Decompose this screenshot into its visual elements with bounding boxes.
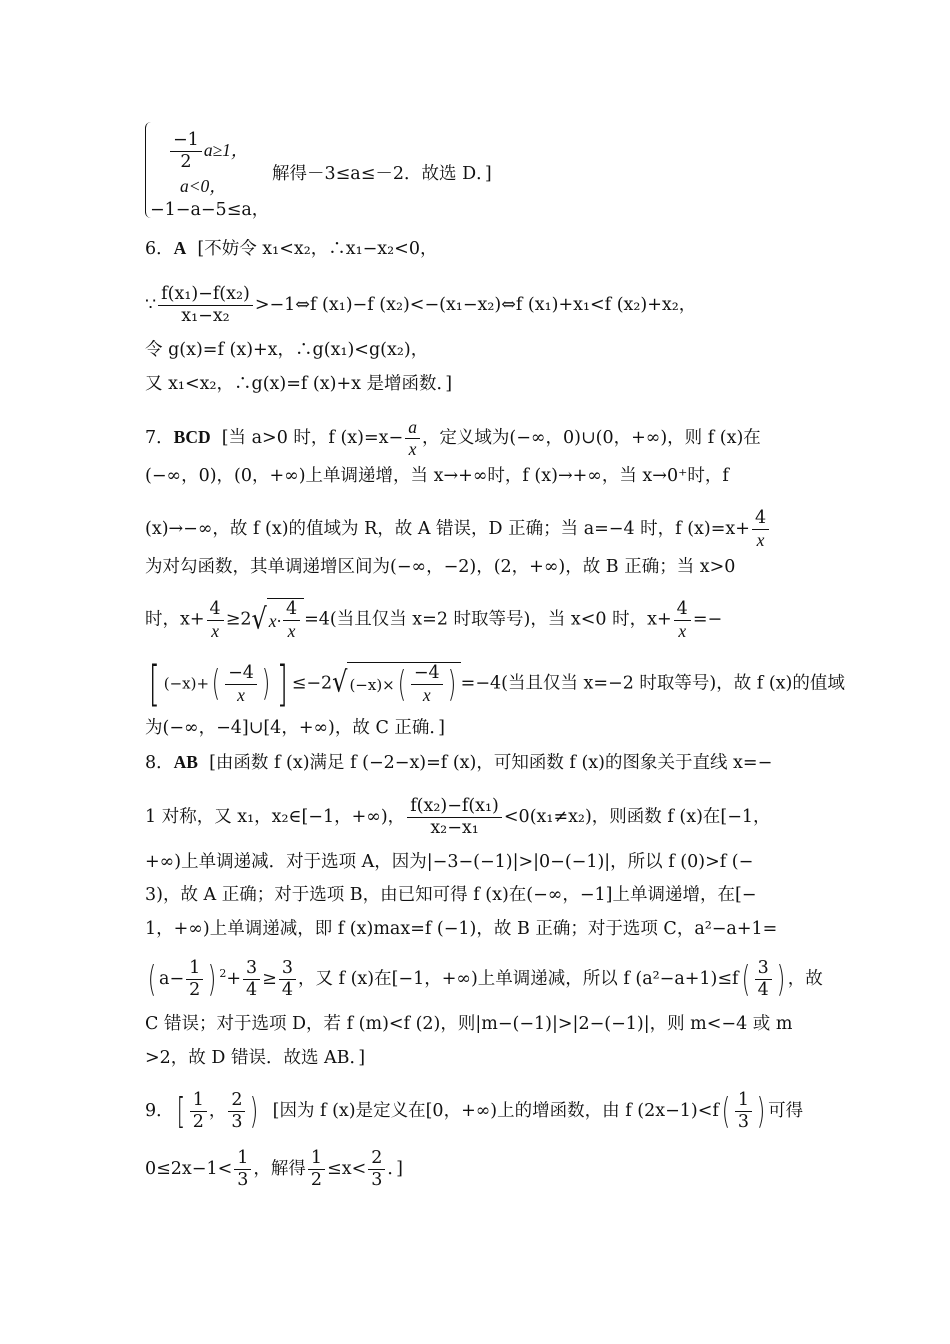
q8-line-5: 1，+∞)上单调递减，即 f (x)max=f (−1)，故 B 正确；对于选项 C，a²−a+1= — [145, 919, 778, 939]
q7-line-6: [ (−x)+( $\frac{-4}{x}$ ) ] ≤−2√ (−x)× ( $\frac{-4}{x}$ ) =−4(当且仅当 x=−2 时取等号)，故 f (x)的值域 — [148, 656, 845, 712]
fraction: $\frac{1}{2}$ — [190, 1090, 207, 1133]
q8-line-1: 8．AB [由函数 f (x)满足 f (−2−x)=f (x)，可知函数 f (x)的图象关于直线 x=− — [145, 752, 773, 773]
fraction: $\frac{\text{f(x₂)−f(x₁)}}{\text{x₂−x₁}}$ — [407, 796, 502, 839]
fraction: $\frac{1}{2}$ — [308, 1148, 325, 1191]
q8-line-2: 1 对称，又 x₁，x₂∈[−1，+∞)， $\frac{\text{f(x₂)−f(x₁)}}{\text{x₂−x₁}}$ <0(x₁≠x₂)，则函数 f (x)在[−1， — [145, 796, 771, 838]
system-conclusion: 解得－3≤a≤－2．故选 D．] — [272, 164, 492, 184]
q7-answer: BCD — [173, 427, 211, 447]
q8-line-4: 3)，故 A 正确；对于选项 B，由已知可得 f (x)在(−∞，−1]上单调递增，在[− — [145, 885, 757, 905]
q8-answer: AB — [173, 752, 198, 772]
q6-line-2: ∵ $\frac{\text{f(x₁)−f(x₂)}}{\text{x₁−x₂}}$ >−1⇔f (x₁)−f (x₂)<−(x₁−x₂)⇔f (x₁)+x₁<f (x₂)+x₂， — [145, 284, 697, 326]
q9-line-1: 9．[ $\frac{1}{2}$ ， $\frac{2}{3}$ ) [因为 f (x)是定义在[0，+∞)上的增函数，由 f (2x−1)<f( $\frac{1}{3}$ ) 可得 — [145, 1090, 804, 1132]
q6-line-4: 又 x₁<x₂，∴g(x)=f (x)+x 是增函数．] — [145, 374, 453, 394]
square-root: √ x· $\frac{4}{x}$ — [252, 598, 305, 642]
fraction: $\frac{3}{4}$ — [279, 958, 296, 1001]
q8-line-8: >2，故 D 错误．故选 AB．] — [145, 1048, 366, 1068]
q8-line-6: ( a− $\frac{1}{2}$ ) $^2$+ $\frac{3}{4}$ ≥ $\frac{3}{4}$ ，又 f (x)在[−1，+∞)上单调递减，所以 f (a²−a+1)≤f( $\frac{3}{4}$ ) ，故 — [147, 958, 823, 1000]
system-row-1: $\frac{-1}{2}$ a≥1， — [168, 130, 833, 173]
fraction: $\frac{1}{2}$ — [186, 958, 203, 1001]
fraction: $\frac{\text{f(x₁)−f(x₂)}}{\text{x₁−x₂}}$ — [158, 284, 253, 327]
fraction: $\frac{4}{x}$ — [752, 508, 769, 551]
fraction: $\frac{2}{3}$ — [368, 1148, 385, 1191]
q6-number: 6． — [145, 239, 174, 259]
q7-line-1: 7．BCD [当 a>0 时，f (x)=x− $\frac{a}{x}$ ，定义域为(−∞，0)∪(0，+∞)，则 f (x)在 — [145, 417, 761, 459]
fraction: $\frac{a}{x}$ — [405, 417, 420, 460]
q7-line-2: (−∞，0)，(0，+∞)上单调递增，当 x→+∞时，f (x)→+∞，当 x→0⁺时，f — [145, 466, 729, 486]
fraction: $\frac{4}{x}$ — [207, 599, 224, 642]
q6-line-1: 6．A [不妨令 x₁<x₂，∴x₁−x₂<0， — [145, 238, 438, 259]
q8-line-3: +∞)上单调递减．对于选项 A，因为|−3−(−1)|>|0−(−1)|，所以 f (0)>f (− — [145, 852, 754, 872]
fraction: $\frac{2}{3}$ — [228, 1090, 245, 1133]
q7-line-5: 时，x+ $\frac{4}{x}$ ≥2√ x· $\frac{4}{x}$ =4(当且仅当 x=2 时取等号)，当 x<0 时，x+ $\frac{4}{x}$ =− — [145, 598, 723, 641]
fraction: $\frac{-1}{2}$ — [170, 130, 202, 173]
q7-line-7: 为(−∞，−4]∪[4，+∞)，故 C 正确．] — [145, 718, 445, 738]
q7-line-3: (x)→−∞，故 f (x)的值域为 R，故 A 错误，D 正确；当 a=−4 时，f (x)=x+ $\frac{4}{x}$ — [145, 508, 810, 551]
q9-line-2: 0≤2x−1< $\frac{1}{3}$ ，解得 $\frac{1}{2}$ ≤x< $\frac{2}{3}$ ．] — [145, 1148, 403, 1190]
q8-line-7: C 错误；对于选项 D，若 f (m)<f (2)，则|m−(−1)|>|2−(−1)|，则 m<−4 或 m — [145, 1014, 793, 1034]
fraction: $\frac{1}{3}$ — [735, 1090, 752, 1133]
system-row-3: −1−a−5≤a， — [150, 200, 270, 220]
fraction: $\frac{1}{3}$ — [234, 1148, 251, 1191]
q7-line-4: 为对勾函数，其单调递增区间为(−∞，−2)，(2，+∞)，故 B 正确；当 x>0 — [145, 557, 736, 577]
fraction: $\frac{4}{x}$ — [674, 599, 691, 642]
q6-line-3: 令 g(x)=f (x)+x，∴g(x₁)<g(x₂)， — [145, 340, 429, 360]
fraction: $\frac{-4}{x}$ — [225, 663, 257, 706]
q6-answer: A — [173, 238, 187, 258]
fraction: $\frac{3}{4}$ — [755, 958, 772, 1001]
fraction: $\frac{3}{4}$ — [243, 958, 260, 1001]
system-row-2: a<0， — [180, 176, 227, 196]
square-root: √ (−x)× ( $\frac{-4}{x}$ ) — [332, 662, 461, 706]
